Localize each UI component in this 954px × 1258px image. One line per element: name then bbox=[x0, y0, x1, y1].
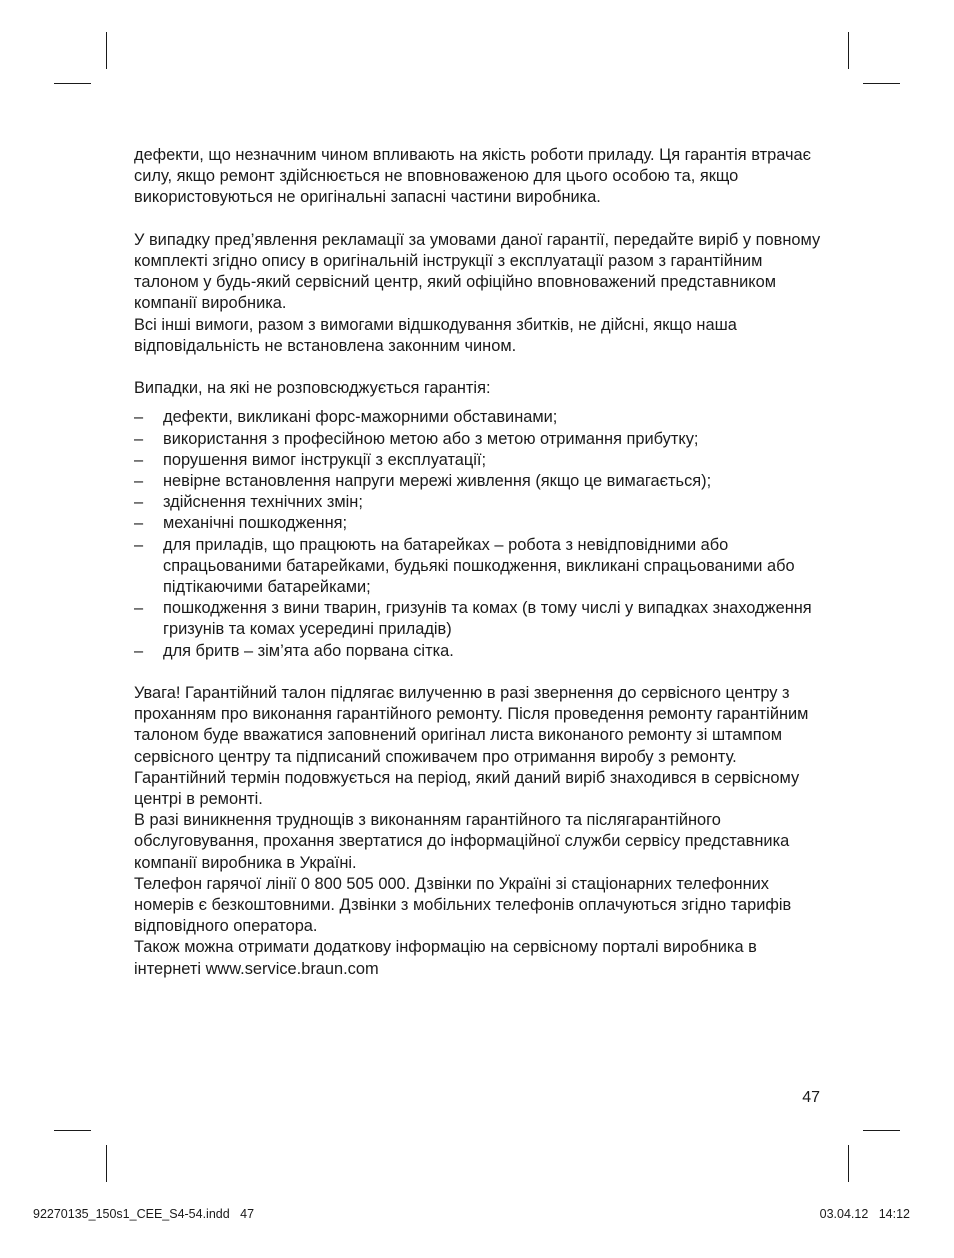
crop-mark-bottom-left-horizontal bbox=[54, 1130, 91, 1131]
list-item bbox=[134, 407, 824, 428]
paragraph-spacer bbox=[134, 209, 824, 230]
crop-mark-top-left-vertical bbox=[106, 32, 107, 69]
list-dash: – bbox=[134, 472, 144, 491]
crop-mark-bottom-right-horizontal bbox=[863, 1130, 900, 1131]
exclusions-list bbox=[134, 407, 824, 661]
list-item-text: використання з професійною метою або з метою отримання прибутку; bbox=[163, 429, 699, 448]
paragraph-defects: дефекти, що незначним чином впливають на якість роботи приладу. Ця гарантія втрачає силу, якщо ремонт здійснюється не вповноваженою для цього особою та, якщо використовуються не оригінальні запасні частини виробника. bbox=[134, 146, 811, 207]
list-item-text: для бритв – зім’ята або порвана сітка. bbox=[163, 641, 454, 660]
list-item bbox=[134, 641, 824, 662]
paragraph-portal: Також можна отримати додаткову інформацію на сервісному порталі виробника в інтернеті www.service.braun.com bbox=[134, 938, 757, 978]
slug-file-info: 92270135_150s1_CEE_S4-54.indd 47 bbox=[33, 1207, 255, 1221]
list-item bbox=[134, 513, 824, 534]
list-item bbox=[134, 471, 824, 492]
paragraph-other-claims: Всі інші вимоги, разом з вимогами відшкодування збитків, не дійсні, якщо наша відповідальність не встановлена законним чином. bbox=[134, 315, 737, 355]
list-item bbox=[134, 598, 824, 640]
list-dash: – bbox=[134, 408, 144, 427]
exclusions-heading: Випадки, на які не розповсюджується гарантія: bbox=[134, 379, 491, 398]
list-dash: – bbox=[134, 514, 144, 533]
list-dash: – bbox=[134, 599, 144, 618]
crop-mark-bottom-right-vertical bbox=[848, 1145, 849, 1182]
crop-mark-top-left-horizontal bbox=[54, 83, 91, 84]
list-dash: – bbox=[134, 535, 144, 554]
list-item-text: механічні пошкодження; bbox=[163, 514, 348, 533]
list-item bbox=[134, 429, 824, 450]
document-body bbox=[134, 145, 824, 980]
list-dash: – bbox=[134, 450, 144, 469]
paragraph-claim: У випадку пред’явлення рекламації за умовами даної гарантії, передайте виріб у повному комплекті згідно опису в оригінальній інструкції з експлуатації разом з гарантійним талоном у будь-який сервісний центр, який офіційно вповноважений представником компанії виробника. bbox=[134, 230, 821, 313]
list-item bbox=[134, 535, 824, 599]
list-item-text: здійснення технічних змін; bbox=[163, 493, 363, 512]
page-number: 47 bbox=[802, 1089, 820, 1106]
list-item bbox=[134, 450, 824, 471]
paragraph-spacer bbox=[134, 357, 824, 378]
paragraph-attention: Увага! Гарантійний талон підлягає вилученню в разі звернення до сервісного центру з проханням про виконання гарантійного ремонту. Після проведення ремонту гарантійним талоном буде вважатися заповнений оригінал листа виконаного ремонту зі штампом сервісного центру та підписаний споживачем про отримання виробу з ремонту. Гарантійний термін подовжується на період, який даний виріб знаходився в сервісному центрі в ремонті. bbox=[134, 684, 809, 809]
list-dash: – bbox=[134, 429, 144, 448]
paragraph-spacer bbox=[134, 662, 824, 683]
crop-mark-top-right-horizontal bbox=[863, 83, 900, 84]
slug-date-time: 03.04.12 14:12 bbox=[819, 1207, 910, 1221]
list-item-text: дефекти, викликані форс-мажорними обставинами; bbox=[163, 408, 558, 427]
list-dash: – bbox=[134, 493, 144, 512]
crop-mark-top-right-vertical bbox=[848, 32, 849, 69]
list-item-text: невірне встановлення напруги мережі живлення (якщо це вимагається); bbox=[163, 472, 712, 491]
list-dash: – bbox=[134, 641, 144, 660]
crop-mark-bottom-left-vertical bbox=[106, 1145, 107, 1182]
paragraph-hotline: Телефон гарячої лінії 0 800 505 000. Дзвінки по Україні зі стаціонарних телефонних номерів є безкоштовними. Дзвінки з мобільних телефонів оплачуються згідно тарифів відповідного оператора. bbox=[134, 874, 792, 936]
list-item-text: для приладів, що працюють на батарейках – робота з невідповідними або спрацьованими батарейками, будьякі пошкодження, викликані спрацьованими або підтікаючими батарейками; bbox=[163, 535, 795, 597]
list-item-text: пошкодження з вини тварин, гризунів та комах (в тому числі у випадках знаходження гризунів та комах усередині приладів) bbox=[163, 599, 812, 639]
list-item-text: порушення вимог інструкції з експлуатації; bbox=[163, 450, 487, 469]
paragraph-difficulties: В разі виникнення труднощів з виконанням гарантійного та післягарантійного обслуговування, прохання звертатися до інформаційної служби сервісу представника компанії виробника в Україні. bbox=[134, 811, 790, 872]
list-item bbox=[134, 492, 824, 513]
